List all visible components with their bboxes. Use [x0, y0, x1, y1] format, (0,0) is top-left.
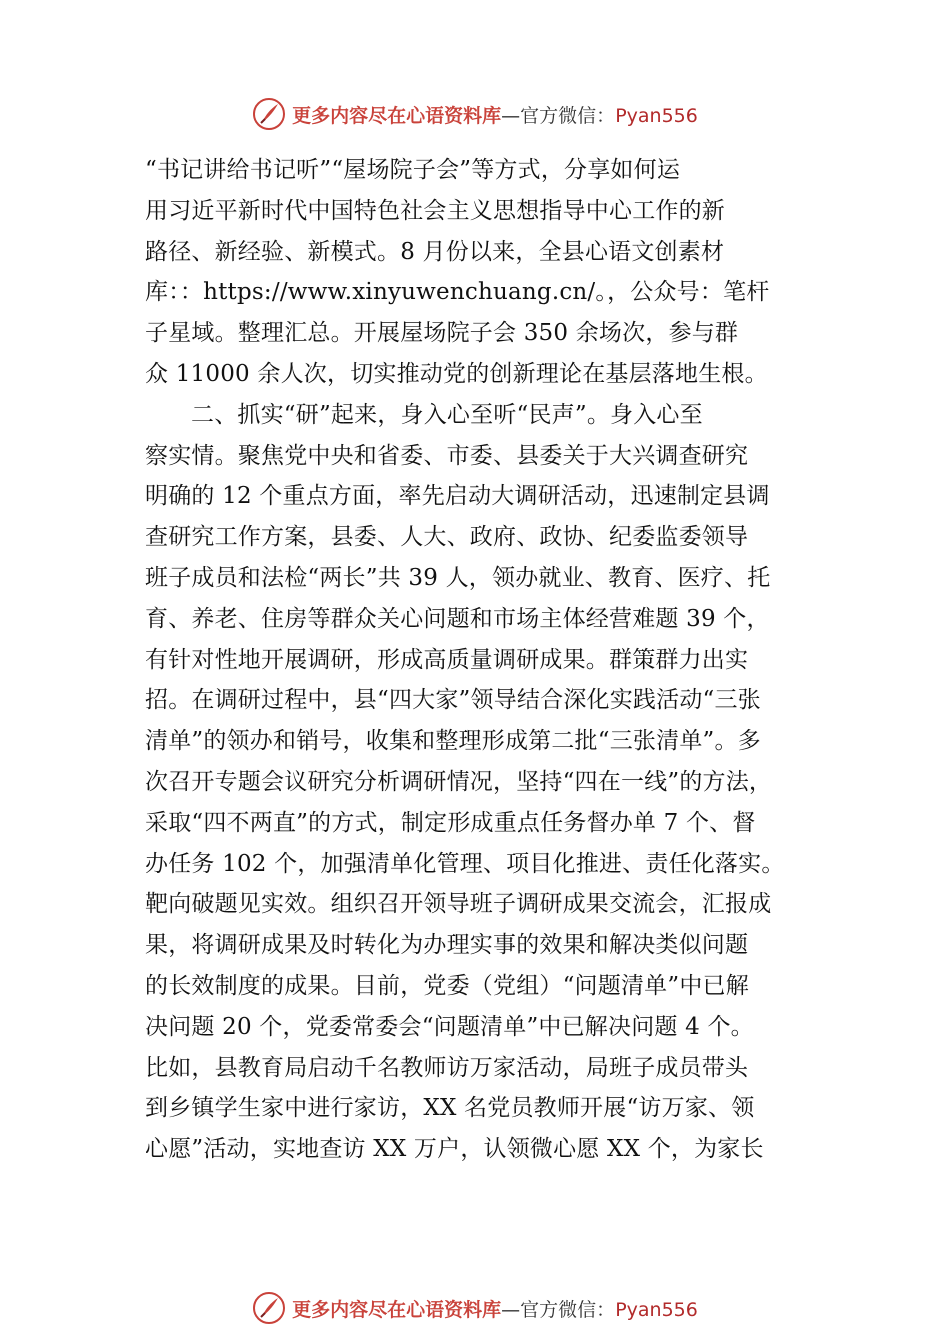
body-line: 招。在调研过程中，县“四大家”领导结合深化实践活动“三张 — [145, 687, 761, 714]
footer-text — [292, 1295, 698, 1322]
body-line: 子星域。整理汇总。开展屋场院子会 350 余场次，参与群 — [145, 320, 739, 347]
footer-text-id: Pyan556 — [615, 1298, 698, 1321]
body-line: 靶向破题见实效。组织召开领导班子调研成果交流会，汇报成 — [145, 891, 772, 918]
body-line: 有针对性地开展调研，形成高质量调研成果。群策群力出实 — [145, 646, 749, 673]
header-text-main: 更多内容尽在心语资料库 — [292, 104, 502, 127]
header-text-sep: —官方微信： — [501, 104, 616, 127]
document-body — [145, 150, 809, 1170]
footer-text-sep: —官方微信： — [501, 1298, 616, 1321]
body-line: 采取“四不两直”的方式，制定形成重点任务督办单 7 个、督 — [145, 809, 756, 836]
header-banner — [0, 94, 950, 134]
body-line: 心愿”活动，实地查访 XX 万户，认领微心愿 XX 个，为家长 — [145, 1136, 764, 1163]
section-heading-line: 二、抓实“研”起来，身入心至听“民声”。身入心至 — [191, 401, 703, 428]
body-line: 办任务 102 个，加强清单化管理、项目化推进、责任化落实。 — [145, 850, 785, 877]
quill-pen-logo-icon — [252, 1291, 286, 1325]
body-line: 众 11000 余人次，切实推动党的创新理论在基层落地生根。 — [145, 360, 768, 387]
footer-text-main: 更多内容尽在心语资料库 — [292, 1298, 502, 1321]
quill-pen-logo-icon — [252, 97, 286, 131]
body-line: 明确的 12 个重点方面，率先启动大调研活动，迅速制定县调 — [145, 483, 770, 510]
body-line: 清单”的领办和销号，收集和整理形成第二批“三张清单”。多 — [145, 728, 761, 755]
body-line: “书记讲给书记听”“屋场院子会”等方式，分享如何运 — [145, 157, 681, 183]
body-line: 库：：https://www.xinyuwenchuang.cn/。，公众号：笔杆 — [145, 279, 770, 306]
body-line: 到乡镇学生家中进行家访，XX 名党员教师开展“访万家、领 — [145, 1095, 755, 1122]
header-text — [292, 101, 698, 128]
body-line: 育、养老、住房等群众关心问题和市场主体经营难题 39 个， — [145, 605, 770, 632]
body-line: 决问题 20 个，党委常委会“问题清单”中已解决问题 4 个。 — [145, 1013, 754, 1040]
header-text-id: Pyan556 — [615, 104, 698, 127]
body-line: 次召开专题会议研究分析调研情况，坚持“四在一线”的方法， — [145, 768, 773, 795]
body-line: 察实情。聚焦党中央和省委、市委、县委关于大兴调查研究 — [145, 442, 749, 469]
body-line: 果，将调研成果及时转化为办理实事的效果和解决类似问题 — [145, 932, 749, 959]
body-line: 班子成员和法检“两长”共 39 人，领办就业、教育、医疗、托 — [145, 564, 771, 591]
body-line: 用习近平新时代中国特色社会主义思想指导中心工作的新 — [145, 197, 725, 224]
body-line: 路径、新经验、新模式。8 月份以来，全县心语文创素材 — [145, 238, 725, 265]
body-line: 比如，县教育局启动千名教师访万家活动，局班子成员带头 — [145, 1054, 749, 1081]
body-line: 查研究工作方案，县委、人大、政府、政协、纪委监委领导 — [145, 524, 749, 551]
footer-banner — [0, 1288, 950, 1328]
body-line: 的长效制度的成果。目前，党委（党组）“问题清单”中已解 — [145, 972, 749, 999]
